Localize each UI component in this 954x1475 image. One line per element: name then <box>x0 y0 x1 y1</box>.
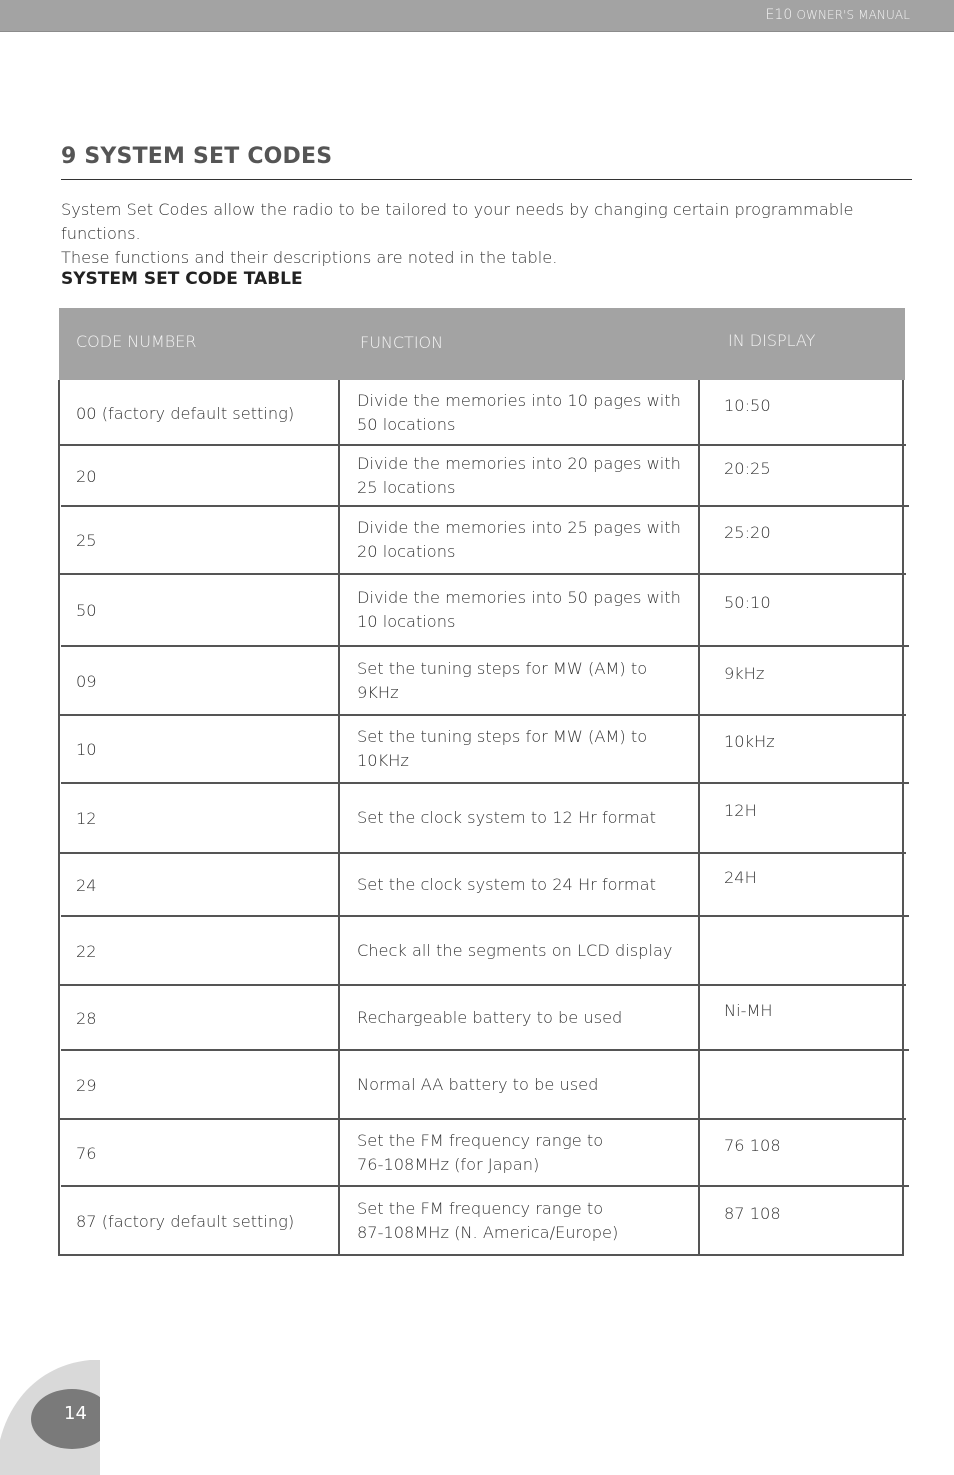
code-cell: 76 <box>76 1143 97 1163</box>
function-cell <box>357 452 687 500</box>
display-cell: 10kHz <box>724 732 775 751</box>
intro-paragraph <box>61 198 921 270</box>
section-title: 9 SYSTEM SET CODES <box>61 144 333 169</box>
function-line: Divide the memories into 25 pages with <box>357 518 681 537</box>
function-cell <box>357 516 687 564</box>
function-cell <box>357 389 687 437</box>
function-cell <box>357 657 687 705</box>
function-line: 87-108MHz (N. America/Europe) <box>357 1222 619 1242</box>
function-line: 10KHz <box>357 751 409 770</box>
column-header-function: FUNCTION <box>360 333 444 352</box>
display-cell: 76 108 <box>724 1135 781 1155</box>
function-line: Set the clock system to 24 Hr format <box>357 874 656 894</box>
function-cell <box>357 1129 687 1177</box>
manual-label: OWNER'S MANUAL <box>796 8 910 22</box>
function-cell <box>357 1006 687 1030</box>
table-title: SYSTEM SET CODE TABLE <box>61 269 303 289</box>
table-row-divider <box>61 1049 909 1051</box>
intro-line: System Set Codes allow the radio to be tailored to your needs by changing certain programmable functions. <box>61 200 854 243</box>
code-cell: 24 <box>76 875 97 895</box>
table-row-divider <box>61 645 909 647</box>
function-line: Check all the segments on LCD display <box>357 940 673 960</box>
model-name: E10 <box>765 7 793 23</box>
page-number: 14 <box>64 1403 87 1424</box>
table-column-divider <box>58 380 60 1256</box>
code-cell: 25 <box>76 531 97 550</box>
function-cell <box>357 873 687 897</box>
function-line: Set the tuning steps for MW (AM) to <box>357 727 648 746</box>
display-cell: 12H <box>724 801 757 820</box>
table-row-divider <box>58 984 906 986</box>
function-line: 10 locations <box>357 612 456 631</box>
column-header-code: CODE NUMBER <box>76 332 197 351</box>
manual-title <box>765 7 910 23</box>
section-divider <box>61 179 912 180</box>
function-cell <box>357 1073 687 1097</box>
function-cell <box>357 939 687 963</box>
table-row-divider <box>61 505 909 507</box>
code-cell: 20 <box>76 466 97 486</box>
table-row-divider <box>61 1185 909 1187</box>
function-line: 20 locations <box>357 542 456 561</box>
display-cell: 24H <box>724 867 757 887</box>
code-cell: 12 <box>76 809 97 828</box>
table-column-divider <box>698 380 700 1256</box>
function-cell <box>357 806 687 830</box>
code-cell: 00 (factory default setting) <box>76 404 295 423</box>
function-line: Divide the memories into 50 pages with <box>357 588 681 607</box>
function-line: 9KHz <box>357 682 399 702</box>
function-line: Divide the memories into 10 pages with <box>357 391 681 410</box>
display-cell: Ni-MH <box>724 1000 773 1020</box>
function-line: Normal AA battery to be used <box>357 1074 599 1094</box>
function-line: Set the clock system to 12 Hr format <box>357 808 656 827</box>
table-column-divider <box>338 380 340 1256</box>
function-line: Set the tuning steps for MW (AM) to <box>357 658 648 678</box>
table-row-divider <box>58 714 906 716</box>
function-line: 25 locations <box>357 477 456 497</box>
function-cell <box>357 1197 687 1245</box>
function-line: Set the FM frequency range to <box>357 1130 604 1150</box>
code-cell: 28 <box>76 1008 97 1028</box>
column-header-display: IN DISPLAY <box>728 331 816 350</box>
table-row-divider <box>61 782 909 784</box>
function-line: Divide the memories into 20 pages with <box>357 453 681 473</box>
table-row-divider <box>58 1254 904 1256</box>
table-row-divider <box>58 573 906 575</box>
display-cell: 50:10 <box>724 593 771 612</box>
code-cell: 10 <box>76 740 97 759</box>
table-row-divider <box>58 852 906 854</box>
display-cell: 25:20 <box>724 523 771 542</box>
table-column-divider <box>902 380 904 1256</box>
code-cell: 87 (factory default setting) <box>76 1211 295 1231</box>
display-cell: 87 108 <box>724 1203 781 1223</box>
display-cell: 10:50 <box>724 396 771 415</box>
function-line: 76-108MHz (for Japan) <box>357 1154 540 1174</box>
intro-line: These functions and their descriptions are noted in the table. <box>61 248 558 267</box>
code-cell: 29 <box>76 1075 97 1095</box>
display-cell: 20:25 <box>724 458 771 478</box>
top-header-bar <box>0 0 954 32</box>
code-cell: 50 <box>76 601 97 620</box>
table-header <box>59 308 905 380</box>
code-cell: 22 <box>76 941 97 961</box>
table-row-divider <box>61 915 909 917</box>
function-line: Rechargeable battery to be used <box>357 1007 623 1027</box>
function-cell <box>357 725 687 773</box>
table-row-divider <box>58 444 906 446</box>
code-cell: 09 <box>76 671 97 691</box>
function-cell <box>357 586 687 634</box>
function-line: Set the FM frequency range to <box>357 1198 604 1218</box>
function-line: 50 locations <box>357 415 456 434</box>
display-cell: 9kHz <box>724 663 765 683</box>
table-row-divider <box>58 1118 906 1120</box>
